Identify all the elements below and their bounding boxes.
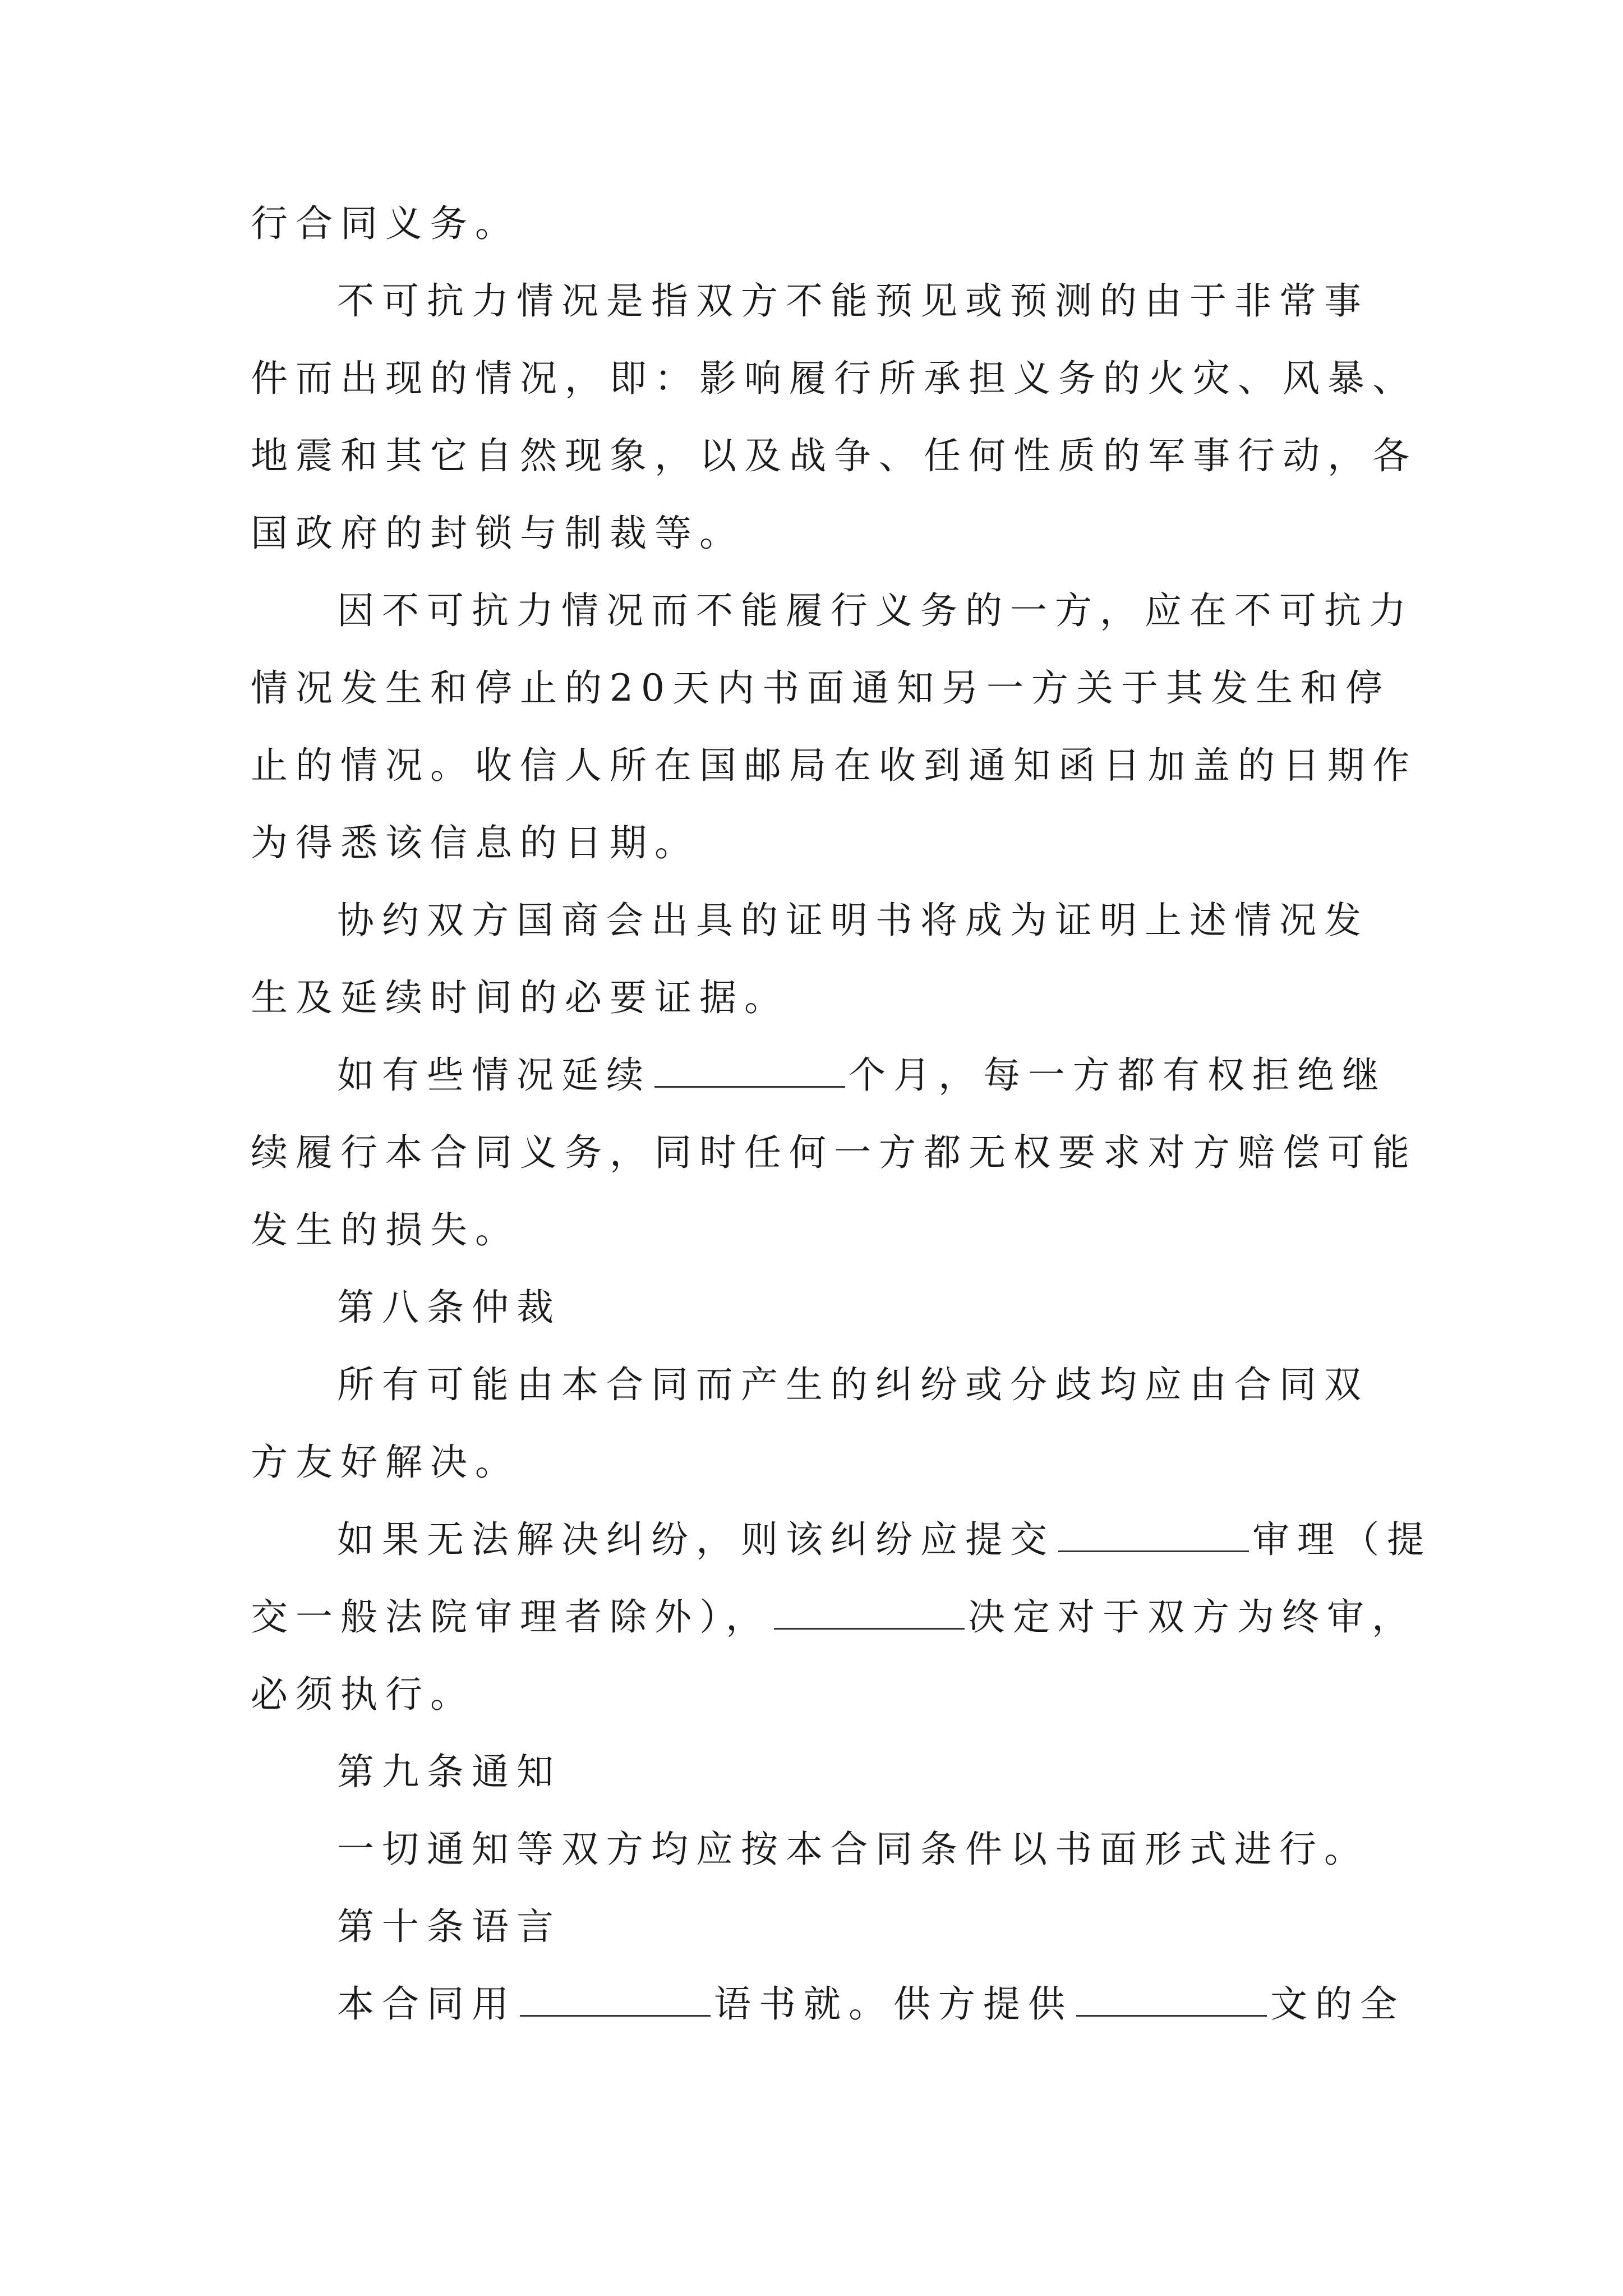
paragraph-start — [251, 1346, 1406, 1424]
paragraph-start — [251, 1037, 1406, 1114]
line-text: 如果无法解决纠纷，则该纠纷应提交 — [337, 1518, 1055, 1561]
line-text: 为得悉该信息的日期。 — [251, 821, 699, 864]
section-heading — [251, 1733, 1406, 1811]
fill-in-blank[interactable] — [1076, 1982, 1267, 2017]
line-text: 审理（提 — [1252, 1518, 1432, 1561]
line-text: 本合同用 — [337, 1982, 517, 2026]
text-line — [251, 1114, 1417, 1191]
line-text: 所有可能由本合同而产生的纠纷或分歧均应由合同双 — [337, 1363, 1369, 1406]
line-text: 生及延续时间的必要证据。 — [251, 976, 789, 1019]
line-text: 件而出现的情况，即：影响履行所承担义务的火灾、风暴、 — [251, 357, 1417, 400]
text-line — [251, 804, 1406, 882]
line-text: 协约双方国商会出具的证明书将成为证明上述情况发 — [337, 899, 1369, 942]
line-text: 情况发生和停止的20天内书面通知另一方关于其发生和停 — [251, 666, 1390, 710]
text-line — [251, 1424, 1406, 1501]
line-text: 交一般法院审理者除外）， — [251, 1595, 771, 1639]
paragraph-start — [251, 572, 1414, 650]
paragraph-start — [251, 882, 1406, 959]
section-heading — [251, 1269, 1406, 1346]
line-text: 续履行本合同义务，同时任何一方都无权要求对方赔偿可能 — [251, 1131, 1417, 1174]
text-line — [251, 727, 1417, 804]
paragraph-start — [251, 1966, 1406, 2043]
line-text: 个月，每一方都有权拒绝继 — [849, 1053, 1387, 1097]
heading-text: 第八条仲裁 — [337, 1286, 561, 1329]
line-text: 决定对于双方为终审， — [968, 1595, 1417, 1639]
text-line — [251, 1656, 1406, 1733]
line-text: 必须执行。 — [251, 1673, 475, 1716]
text-line — [251, 1191, 1406, 1269]
text-line — [251, 1579, 1417, 1656]
fill-in-blank[interactable] — [1058, 1518, 1249, 1552]
paragraph-start — [251, 1811, 1406, 1888]
line-text: 止的情况。收信人所在国邮局在收到通知函日加盖的日期作 — [251, 744, 1417, 787]
line-text: 文的全 — [1270, 1982, 1405, 2026]
fill-in-blank[interactable] — [654, 1053, 845, 1088]
line-text: 国政府的封锁与制裁等。 — [251, 512, 744, 555]
heading-text: 第十条语言 — [337, 1905, 561, 1948]
text-line — [251, 495, 1406, 572]
line-text: 行合同义务。 — [251, 202, 520, 245]
line-text: 一切通知等双方均应按本合同条件以书面形式进行。 — [337, 1828, 1369, 1871]
line-text: 如有些情况延续 — [337, 1053, 651, 1097]
document-body — [251, 185, 1432, 2043]
text-line — [251, 185, 1406, 263]
fill-in-blank[interactable] — [774, 1595, 965, 1630]
text-line — [251, 340, 1417, 417]
line-text: 不可抗力情况是指双方不能预见或预测的由于非常事 — [337, 279, 1369, 323]
line-text: 方友好解决。 — [251, 1441, 520, 1484]
paragraph-start — [251, 263, 1406, 340]
paragraph-start — [251, 1501, 1432, 1579]
text-line — [251, 650, 1406, 727]
heading-text: 第九条通知 — [337, 1750, 561, 1793]
text-line — [251, 417, 1417, 495]
text-line — [251, 959, 1406, 1037]
fill-in-blank[interactable] — [520, 1982, 711, 2017]
line-text: 发生的损失。 — [251, 1208, 520, 1251]
line-text: 地震和其它自然现象，以及战争、任何性质的军事行动，各 — [251, 434, 1417, 477]
line-text: 因不可抗力情况而不能履行义务的一方，应在不可抗力 — [337, 589, 1414, 632]
line-text: 语书就。供方提供 — [714, 1982, 1073, 2026]
section-heading — [251, 1888, 1406, 1966]
